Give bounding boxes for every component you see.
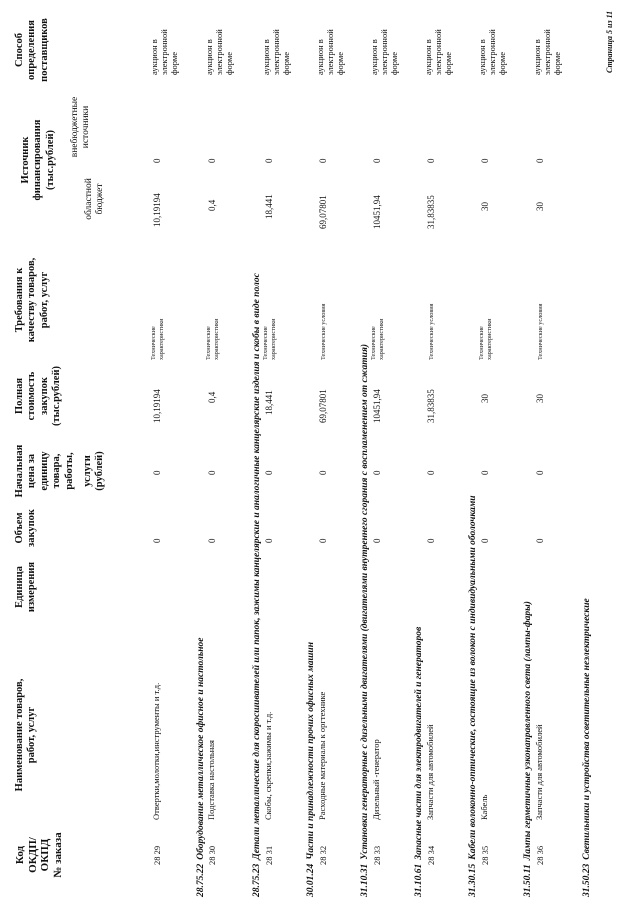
row-name: Кабель [479, 794, 489, 820]
page-number: Страница 5 из 11 [605, 10, 614, 73]
row-total: 30 [480, 394, 490, 403]
header-price: Начальная цена за единицу товара, работы, [14, 444, 75, 498]
header-name: Наименование товаров, работ, услуг [14, 678, 38, 792]
row-name: Запчасти для автомобилей [425, 724, 435, 820]
row-volume: 0 [535, 538, 545, 543]
row-extra: 0 [426, 158, 436, 163]
row-regional: 30 [480, 202, 490, 211]
group-heading: 30.01.24Части и принадлежности прочих офисных машин [306, 642, 316, 897]
row-method: аукцион в электронной форме [477, 29, 507, 75]
row-price: 0 [264, 470, 274, 475]
row-price: 0 [535, 470, 545, 475]
row-extra: 0 [207, 158, 217, 163]
row-volume: 0 [480, 538, 490, 543]
group-heading: 31.50.23Светильники и устройства осветительные неэлектрические [582, 598, 592, 897]
row-total: 18,441 [264, 390, 274, 415]
row-price: 0 [480, 470, 490, 475]
row-code: 28 36 [535, 845, 545, 865]
row-volume: 0 [152, 538, 162, 543]
row-total: 0,4 [207, 391, 217, 403]
row-requirements: Технические характеристики [262, 318, 277, 360]
row-price: 0 [426, 470, 436, 475]
group-heading: 31.10.31Установки генераторные с дизельными двигателями (двигателями внутреннего сгорания с воспламенением от сжатия) [360, 343, 370, 897]
header-fin-extra: внебюджетные источники [70, 96, 92, 158]
row-method: аукцион в электронной форме [315, 29, 345, 75]
group-heading: 31.50.11Лампы герметичные узконаправленного света (лампы-фары) [523, 601, 533, 897]
row-method: аукцион в электронной форме [261, 29, 291, 75]
header-fin-regional: областной бюджет [84, 178, 106, 220]
row-extra: 0 [480, 158, 490, 163]
row-volume: 0 [372, 538, 382, 543]
row-price: 0 [372, 470, 382, 475]
header-method: Способ определения поставщиков [14, 18, 50, 82]
row-volume: 0 [318, 538, 328, 543]
row-total: 31,83835 [426, 389, 436, 423]
row-requirements: Технические характеристики [478, 318, 493, 360]
row-regional: 0,4 [207, 199, 217, 211]
header-price-services: услуги (рублей) [82, 451, 106, 491]
row-regional: 31,83835 [426, 195, 436, 229]
row-requirements: Технические характеристики [150, 318, 165, 360]
row-requirements: Технические характеристики [205, 318, 220, 360]
row-code: 28 35 [480, 845, 490, 865]
row-regional: 30 [535, 202, 545, 211]
row-total: 69,07801 [318, 389, 328, 423]
row-price: 0 [318, 470, 328, 475]
row-requirements: Технические условия [537, 303, 544, 360]
row-price: 0 [152, 470, 162, 475]
row-name: Запчасти для автомобилей [534, 724, 544, 820]
row-requirements: Технические условия [428, 303, 435, 360]
row-name: Отвертки,молотки,инструменты и т.д. [151, 682, 161, 820]
row-extra: 0 [372, 158, 382, 163]
header-code: Код ОКДП/ ОКПД № заказа [14, 832, 64, 878]
header-unit: Единица измерения [14, 561, 38, 613]
row-total: 10451,94 [372, 389, 382, 423]
row-requirements: Технические условия [320, 303, 327, 360]
row-requirements: Технические характеристики [370, 318, 385, 360]
row-volume: 0 [207, 538, 217, 543]
row-name: Расходные материалы к оргтехнике [317, 691, 327, 820]
row-total: 10,19194 [152, 389, 162, 423]
row-price: 0 [207, 470, 217, 475]
group-heading: 31.30.15Кабели волоконно-оптические, состоящие из волокон с индивидуальными оболочками [468, 495, 478, 897]
group-heading: 28.75.22Оборудование металлическое офисное и настольное [196, 637, 206, 897]
row-volume: 0 [264, 538, 274, 543]
row-extra: 0 [535, 158, 545, 163]
row-code: 28 31 [264, 845, 274, 865]
header-total: Полная стоимость закупок (тыс.рублей) [14, 365, 63, 427]
header-requirements: Требования к качеству товаров, работ, услуг [14, 257, 50, 343]
row-method: аукцион в электронной форме [149, 29, 179, 75]
row-regional: 18,441 [264, 194, 274, 219]
row-method: аукцион в электронной форме [369, 29, 399, 75]
row-name: Дизельный -генератор [371, 739, 381, 820]
row-extra: 0 [152, 158, 162, 163]
header-volume: Объем закупок [14, 509, 38, 547]
row-name: Подставка настольная [206, 740, 216, 820]
group-heading: 31.10.61Запасные части для электродвигателей и генераторов [414, 626, 424, 897]
row-code: 28 32 [318, 845, 328, 865]
row-method: аукцион в электронной форме [532, 29, 562, 75]
row-code: 28 30 [207, 845, 217, 865]
row-code: 28 29 [152, 845, 162, 865]
row-regional: 69,07801 [318, 195, 328, 229]
row-total: 30 [535, 394, 545, 403]
row-regional: 10,19194 [152, 193, 162, 227]
row-extra: 0 [318, 158, 328, 163]
row-method: аукцион в электронной форме [204, 29, 234, 75]
row-name: Скобы, скрепки,зажимы и т.д. [263, 711, 273, 820]
group-heading: 28.75.23Детали металлические для скоросшивателей или папок, зажимы канцелярские и аналогичные канцелярские изделия и скобы в виде полос [252, 273, 262, 897]
row-regional: 10451,94 [372, 195, 382, 229]
row-extra: 0 [264, 158, 274, 163]
row-code: 28 33 [372, 845, 382, 865]
row-method: аукцион в электронной форме [423, 29, 453, 75]
row-volume: 0 [426, 538, 436, 543]
row-code: 28 34 [426, 845, 436, 865]
header-financing: Источник финансирования (тыс.рублей) [20, 119, 56, 201]
